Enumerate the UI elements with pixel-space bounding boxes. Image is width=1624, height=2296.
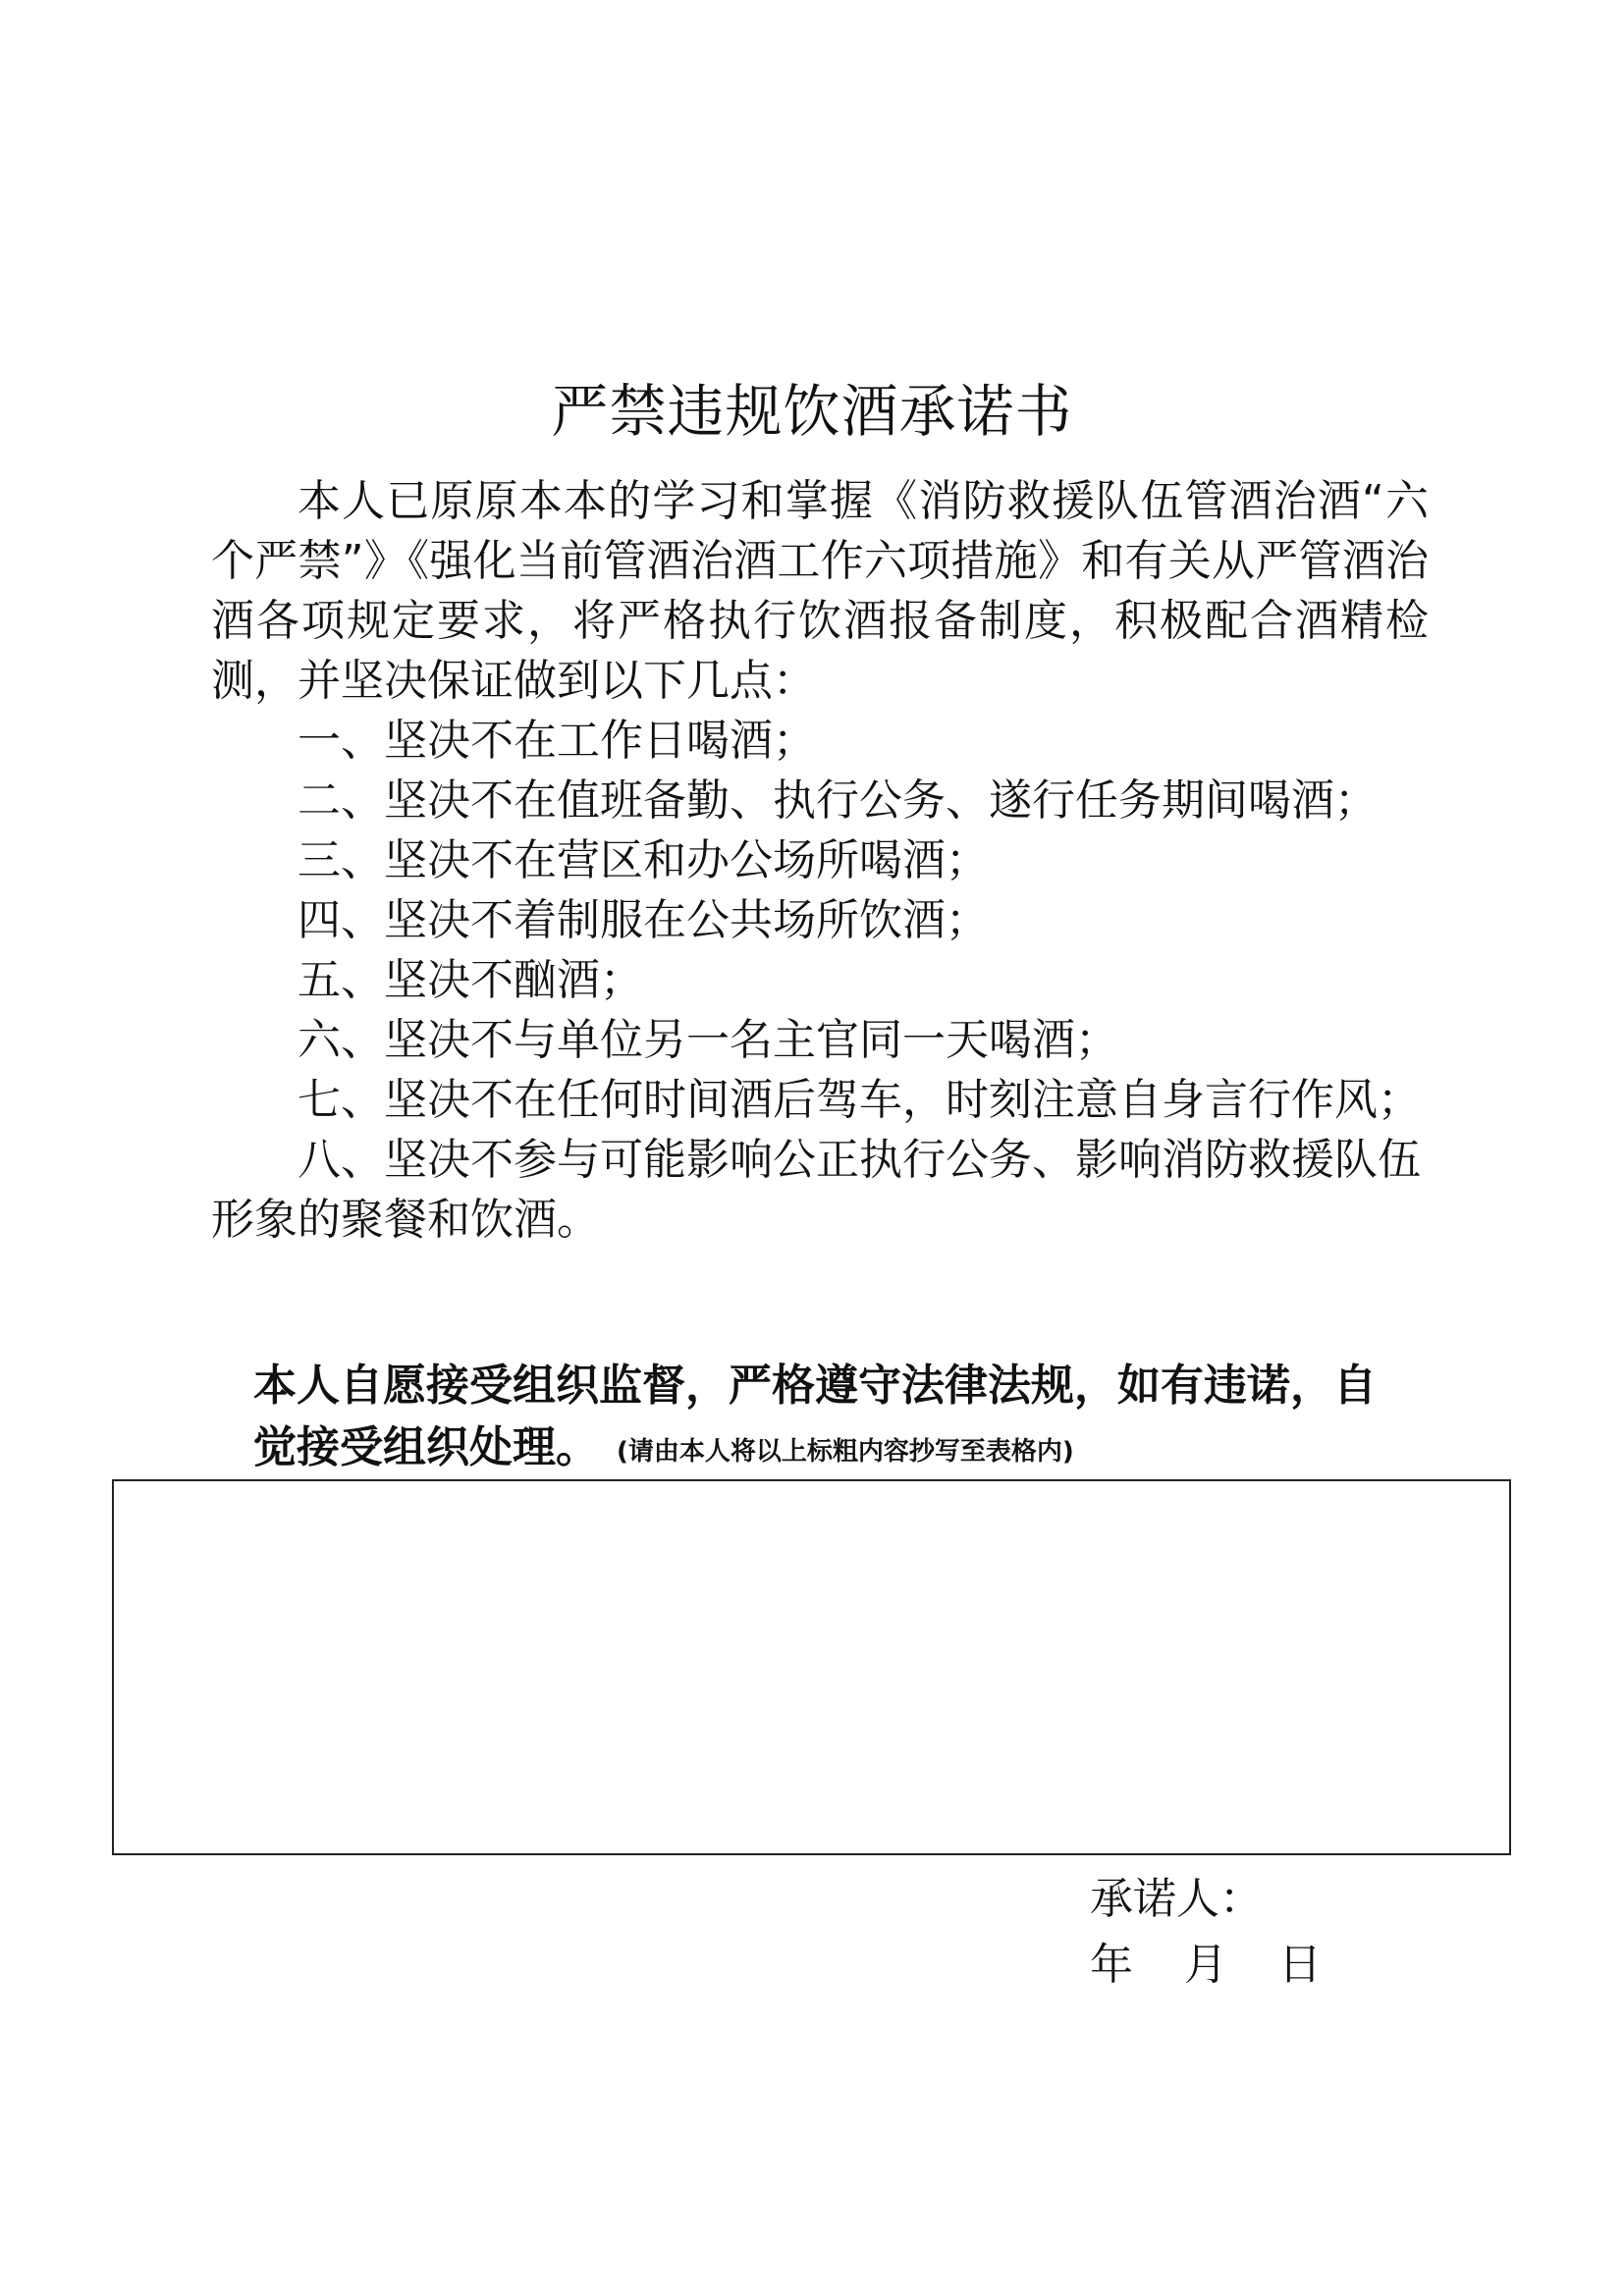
copy-instruction-hint: (请由本人将以上标粗内容抄写至表格内) bbox=[617, 1437, 1074, 1467]
date-month-label: 月 bbox=[1184, 1940, 1227, 1990]
document-body bbox=[211, 471, 1429, 1250]
signature-date bbox=[1090, 1931, 1322, 2000]
handwriting-box[interactable] bbox=[112, 1479, 1511, 1855]
intro-paragraph: 本人已原原本本的学习和掌握《消防救援队伍管酒治酒“六个严禁”》《强化当前管酒治酒工作六项措施》和有关从严管酒治酒各项规定要求，将严格执行饮酒报备制度，积极配合酒精检测，并坚决保证做到以下几点： bbox=[211, 476, 1429, 706]
pledge-statement-text: 本人自愿接受组织监督，严格遵守法律法规，如有违诺，自觉接受组织处理。 bbox=[253, 1361, 1377, 1472]
pledge-item-2: 二、坚决不在值班备勤、执行公务、遂行任务期间喝酒； bbox=[298, 775, 1378, 826]
pledge-item-8: 八、坚决不参与可能影响公正执行公务、影响消防救援队伍形象的聚餐和饮酒。 bbox=[211, 1135, 1421, 1245]
pledge-item-6: 六、坚决不与单位另一名主官同一天喝酒； bbox=[298, 1015, 1118, 1065]
pledge-item-7: 七、坚决不在任何时间酒后驾车，时刻注意自身言行作风； bbox=[298, 1075, 1421, 1125]
date-day-label: 日 bbox=[1278, 1940, 1322, 1990]
signature-label: 承诺人： bbox=[1090, 1874, 1263, 1924]
pledge-item-4: 四、坚决不着制服在公共场所饮酒； bbox=[298, 895, 989, 945]
pledge-item-5: 五、坚决不酗酒； bbox=[298, 955, 643, 1005]
date-year-label: 年 bbox=[1090, 1940, 1133, 1990]
pledge-item-3: 三、坚决不在营区和办公场所喝酒； bbox=[298, 835, 989, 885]
document-title: 严禁违规饮酒承诺书 bbox=[551, 377, 1073, 445]
pledge-item-1: 一、坚决不在工作日喝酒； bbox=[298, 716, 816, 766]
pledge-statement bbox=[253, 1355, 1412, 1483]
